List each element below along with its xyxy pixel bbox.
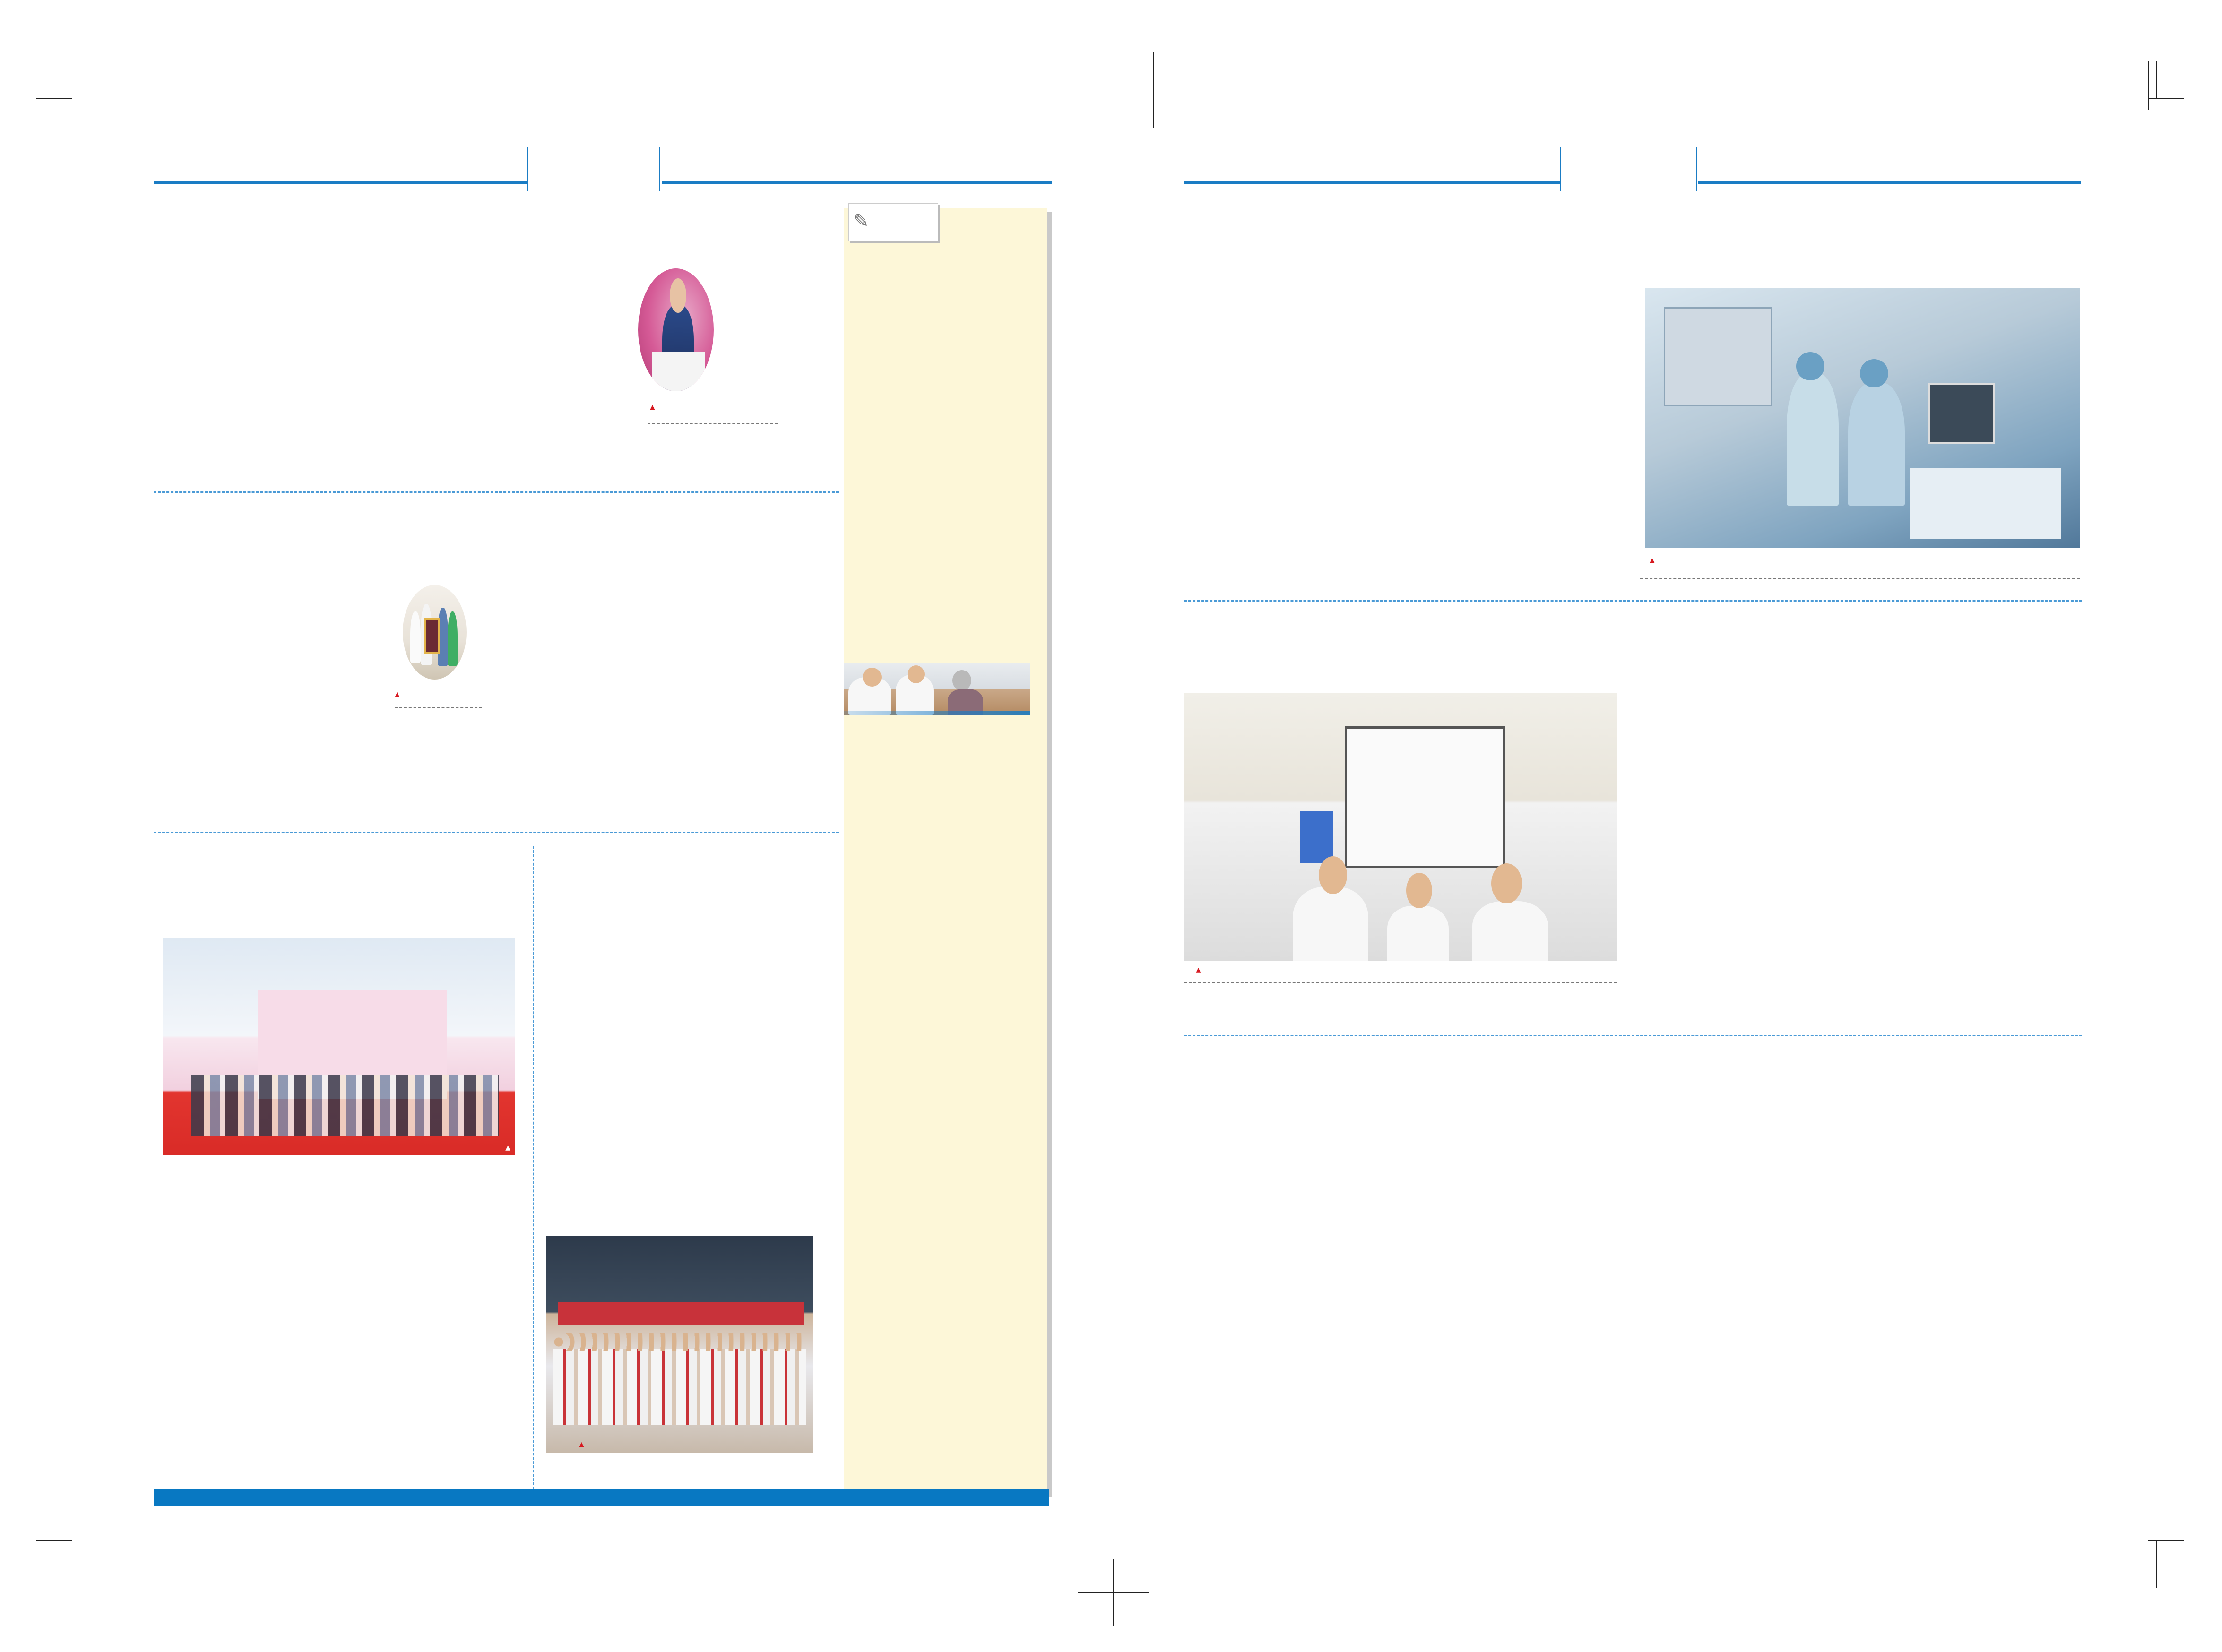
crop-mark [36, 98, 72, 99]
divider [1640, 578, 2080, 579]
crop-mark [2156, 1540, 2157, 1588]
divider [648, 423, 778, 424]
speaker-photo [638, 268, 714, 391]
article-column [163, 1172, 326, 1474]
article-column [391, 709, 486, 749]
article-column [1186, 985, 1394, 1025]
free-clinic-photo [844, 663, 1030, 715]
article-column [1186, 286, 1281, 593]
banner-presentation-photo [403, 585, 467, 680]
crop-mark [36, 1540, 72, 1541]
news-item-body [851, 751, 1040, 1082]
article-column [154, 577, 366, 823]
award-ceremony-photo [163, 938, 515, 1155]
crop-mark [1078, 1592, 1149, 1593]
article-column [1645, 697, 1848, 1028]
photo-caption [395, 691, 400, 698]
article-column [240, 286, 317, 484]
section-label [1560, 147, 1697, 191]
doctors-day-group-photo [546, 1236, 813, 1453]
notepad-icon: ✎ [853, 210, 869, 232]
photo-caption [1196, 966, 1201, 974]
crop-mark [2156, 61, 2157, 98]
triangle-icon: ▲ [1650, 557, 1655, 564]
crop-mark [2148, 61, 2149, 110]
section-divider [1184, 1035, 2082, 1036]
triangle-icon: ▲ [579, 1441, 584, 1448]
crop-mark [2148, 1540, 2184, 1541]
triangle-icon: ▲ [505, 1144, 510, 1152]
news-item-body [851, 1219, 1040, 1455]
article-column [340, 1172, 506, 1455]
section-divider [1184, 600, 2082, 602]
article-column [551, 938, 818, 1240]
photo-caption [1650, 557, 1655, 564]
article-column [154, 286, 234, 484]
bronchoscopy-photo [1645, 288, 2080, 548]
photo-caption [505, 1144, 510, 1152]
masthead-rule [1184, 181, 1562, 184]
masthead-rule [1698, 181, 2081, 184]
news-item-body [851, 269, 1040, 647]
surgery-team-photo [1184, 693, 1617, 961]
section-divider [154, 832, 839, 833]
masthead-rule [154, 181, 534, 184]
article-column [1413, 985, 1617, 1025]
photo-caption [579, 1441, 584, 1448]
column-divider [533, 846, 534, 1498]
divider [1184, 982, 1617, 983]
article-column [1874, 697, 2080, 962]
triangle-icon: ▲ [1196, 966, 1201, 974]
article-column [1301, 286, 1402, 579]
article-column [645, 428, 785, 470]
article-column [609, 577, 807, 823]
triangle-icon: ▲ [650, 404, 655, 411]
photo-caption [844, 711, 1030, 715]
section-divider [154, 491, 839, 493]
crop-mark [2148, 98, 2184, 99]
triangle-icon: ▲ [395, 691, 400, 698]
divider [395, 707, 482, 708]
section-label [527, 147, 660, 191]
left-footer-bar [154, 1489, 1049, 1506]
photo-caption [650, 404, 655, 411]
masthead-rule [662, 181, 1052, 184]
